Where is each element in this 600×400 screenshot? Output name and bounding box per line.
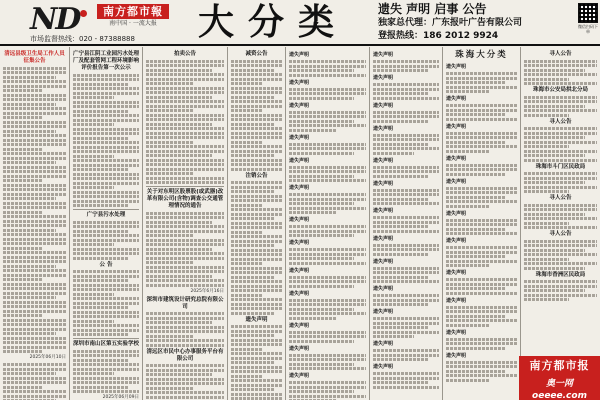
notice-body <box>446 104 517 121</box>
lost-notice <box>289 240 366 247</box>
section-heading: 广宁县污水处理 <box>86 212 126 218</box>
lost-notice <box>289 103 366 110</box>
notice-body <box>289 276 366 288</box>
section-heading: 寻人公告 <box>549 118 572 125</box>
lost-notice <box>446 211 517 218</box>
notice-body <box>3 67 66 354</box>
notice-body <box>373 294 439 306</box>
notice-date: 2025年6月16日 <box>190 288 224 294</box>
promo-brand: 南方都市报 <box>529 359 590 372</box>
notice-title: 遗失声明 <box>373 102 394 109</box>
notice-body <box>373 189 439 206</box>
section-heading: 关于对东明区股票股(或武器)改革有限公司(含物)调查公交通管理情况的通告 <box>146 189 224 209</box>
notice-title: 遗失声明 <box>289 290 310 297</box>
notice-body <box>446 338 517 350</box>
notice-body <box>373 317 439 338</box>
notice-title: 遗失声明 <box>446 123 467 130</box>
notice-date: 2025年06月10日 <box>29 355 66 360</box>
lost-notice <box>289 217 366 224</box>
notice-body <box>373 111 439 123</box>
lost-notice <box>446 179 517 186</box>
masthead-rule <box>0 44 600 46</box>
section-heading: 注销公告 <box>245 172 268 179</box>
qr-label: 微信扫码下单 <box>578 24 598 34</box>
classified-columns <box>0 47 600 400</box>
section-heading: 寻人公告 <box>549 231 572 237</box>
lost-notice <box>373 259 439 266</box>
notice-title: 遗失声明 <box>446 178 467 185</box>
notice-body <box>373 372 439 389</box>
notice-title: 遗失声明 <box>289 322 310 329</box>
section-heading: 珠海市香洲区民政局 <box>535 271 586 278</box>
notice-title: 遗失声明 <box>373 286 394 292</box>
notice-title: 遗失声明 <box>446 352 467 359</box>
notice-body <box>373 349 439 361</box>
notice-title: 遗失声明 <box>373 180 394 187</box>
notice-title: 遗失声明 <box>373 125 394 132</box>
notice-title: 遗失声明 <box>289 134 310 141</box>
column-7 <box>443 47 521 400</box>
notice-body <box>231 60 282 171</box>
lost-notice <box>373 341 439 348</box>
notice-title: 遗失声明 <box>289 240 310 246</box>
notice-title: 遗失声明 <box>289 79 310 86</box>
section-heading: 减资公告 <box>245 51 268 57</box>
notice-body <box>289 111 366 132</box>
column-5 <box>286 47 370 400</box>
notice-body <box>446 187 517 208</box>
notice-title: 遗失声明 <box>446 297 467 304</box>
masthead <box>0 0 600 44</box>
notice-body <box>446 361 517 382</box>
notice-title: 遗失声明 <box>446 96 467 102</box>
notice-body <box>289 248 366 265</box>
notice-title: 遗失声明 <box>373 75 394 81</box>
notice-body <box>73 221 139 260</box>
lost-notice <box>289 323 366 330</box>
notice-title: 遗失声明 <box>289 217 310 223</box>
brand-slogan: 南中国 · 一流大报 <box>109 20 157 27</box>
column-heading: 拍卖公告 <box>173 51 196 57</box>
qr-code-icon[interactable] <box>578 3 598 23</box>
notice-title: 遗失声明 <box>373 364 394 370</box>
column-3 <box>143 47 228 400</box>
notice-body <box>373 216 439 233</box>
notice-body <box>373 166 439 178</box>
section-heading: 珠海市公安局拱北分局 <box>532 87 588 93</box>
lost-notice <box>446 238 517 245</box>
notice-body <box>446 278 517 295</box>
lost-notice <box>289 373 366 380</box>
notice-title: 遗失声明 <box>446 155 467 162</box>
lost-notice <box>373 75 439 82</box>
section-heading: 清远区市民中心办事服务平台有限公司 <box>146 348 224 362</box>
notice-body <box>289 225 366 237</box>
notice-title: 遗失声明 <box>446 329 467 336</box>
notice-body <box>373 134 439 155</box>
notice-body <box>289 88 366 100</box>
notice-date: 2025年06月09日 <box>102 395 139 400</box>
notice-body <box>146 312 224 347</box>
notice-body <box>231 325 282 400</box>
notice-body <box>73 350 139 394</box>
logo-mark: ND <box>30 2 80 37</box>
notice-body <box>446 246 517 267</box>
notice-body <box>146 212 224 287</box>
section-heading: 深圳市南山区第五实验学校 <box>73 341 140 347</box>
ad-agent-info <box>378 2 574 43</box>
lost-notice <box>446 156 517 163</box>
notice-title: 遗失声明 <box>373 235 394 242</box>
notice-body <box>446 219 517 236</box>
notice-title: 遗失声明 <box>373 208 394 214</box>
notice-title: 遗失声明 <box>446 238 467 244</box>
lost-notice <box>373 126 439 133</box>
notice-body <box>73 74 139 208</box>
column-8 <box>521 47 600 400</box>
brand-name: 南方都市報 <box>97 4 169 19</box>
lost-notice <box>446 353 517 360</box>
notice-body <box>373 83 439 100</box>
column-heading: 清远县级卫生局工作人员征集公告 <box>4 51 65 64</box>
page-title: 大分类 <box>198 1 349 43</box>
notice-title: 遗失声明 <box>373 52 394 58</box>
notice-title: 遗失声明 <box>289 157 310 164</box>
notice-body <box>524 240 597 270</box>
lost-notice <box>289 135 366 142</box>
promo-website[interactable]: 奥一网 oeeee.com <box>532 379 587 400</box>
lost-notice <box>289 346 366 353</box>
zhuhai-notices <box>446 64 517 382</box>
column-2 <box>70 47 143 400</box>
agent-name: 独家总代理：广东报叶广告有限公司 <box>378 18 523 28</box>
notice-body <box>373 267 439 284</box>
notice-title: 遗失声明 <box>289 52 310 58</box>
notice-body <box>73 270 139 336</box>
lost-notice <box>373 236 439 243</box>
notice-body <box>289 331 366 343</box>
notice-title: 遗失声明 <box>289 102 310 109</box>
notice-body <box>289 299 366 320</box>
lost-notice <box>289 185 366 192</box>
notice-title: 遗失声明 <box>289 267 310 274</box>
section-heading: 深圳市建筑设计研究总院有限公司 <box>146 296 224 310</box>
notice-title: 遗失声明 <box>446 270 467 276</box>
newspaper-logo[interactable] <box>30 2 98 38</box>
newspaper-promo[interactable] <box>519 356 600 400</box>
section-heading: 寻人公告 <box>549 195 572 201</box>
notice-title: 遗失声明 <box>446 210 467 217</box>
lost-notice <box>446 96 517 103</box>
logo-dot-icon <box>80 10 87 17</box>
notice-body <box>146 60 224 185</box>
notice-body <box>524 280 597 301</box>
notice-body <box>524 127 597 162</box>
notice-body <box>524 96 597 117</box>
lost-notice <box>373 309 439 316</box>
notice-title: 遗失声明 <box>373 157 394 164</box>
notice-body <box>446 72 517 93</box>
lost-notice <box>289 80 366 87</box>
notice-body <box>446 306 517 327</box>
column-6 <box>370 47 443 400</box>
lost-notice <box>373 103 439 110</box>
column-heading: 广宁县江阴工业园污水处理厂及配套管网工程环境影响评价报告第一次公示 <box>73 51 140 71</box>
notice-title: 遗失声明 <box>373 309 394 315</box>
notice-body <box>146 364 224 400</box>
supervision-hotline: 市场监督热线：020 - 87388888 <box>30 35 135 43</box>
notice-body <box>524 204 597 230</box>
notice-body <box>289 193 366 214</box>
lost-notice <box>446 64 517 71</box>
notice-body <box>373 60 439 72</box>
notice-title: 遗失声明 <box>289 185 310 191</box>
notice-title: 遗失声明 <box>289 373 310 379</box>
notice-body <box>446 132 517 153</box>
column-1 <box>0 47 70 400</box>
lost-notice <box>373 208 439 215</box>
lost-notice <box>446 330 517 337</box>
notice-body <box>524 60 597 86</box>
lost-notice <box>446 124 517 131</box>
section-heading: 寻人公告 <box>549 51 572 57</box>
section-heading: 遗失声明 <box>245 316 268 323</box>
notice-body <box>289 143 366 155</box>
notice-body <box>289 166 366 183</box>
lost-notice <box>373 158 439 165</box>
lost-notice <box>373 52 439 59</box>
notice-body <box>231 181 282 315</box>
notice-body <box>289 60 366 77</box>
lost-notice <box>289 268 366 275</box>
lost-notice <box>289 158 366 165</box>
section-heading: 珠海市斗门区民政局 <box>535 163 586 170</box>
lost-notice <box>446 298 517 305</box>
lost-notice <box>373 286 439 293</box>
notice-body <box>3 363 66 400</box>
notice-body <box>446 164 517 176</box>
lost-notice <box>289 52 366 59</box>
notice-body <box>373 244 439 256</box>
notice-title: 遗失声明 <box>446 64 467 70</box>
lost-notice <box>289 291 366 298</box>
notice-body <box>289 354 366 371</box>
section-heading: 公 告 <box>99 261 113 268</box>
notice-title: 遗失声明 <box>373 341 394 347</box>
lost-notice <box>373 181 439 188</box>
notice-title: 遗失声明 <box>289 345 310 352</box>
lost-notice <box>373 364 439 371</box>
booking-phone[interactable]: 登报热线：186 2012 9924 <box>378 31 499 41</box>
notice-types: 遗失 声明 启事 公告 <box>378 2 487 16</box>
zhuhai-section-title: 珠海大分类 <box>455 50 508 60</box>
notice-body <box>289 381 366 400</box>
column-4 <box>228 47 286 400</box>
notice-body <box>524 172 597 193</box>
notice-title: 遗失声明 <box>373 258 394 265</box>
lost-notice <box>446 270 517 277</box>
